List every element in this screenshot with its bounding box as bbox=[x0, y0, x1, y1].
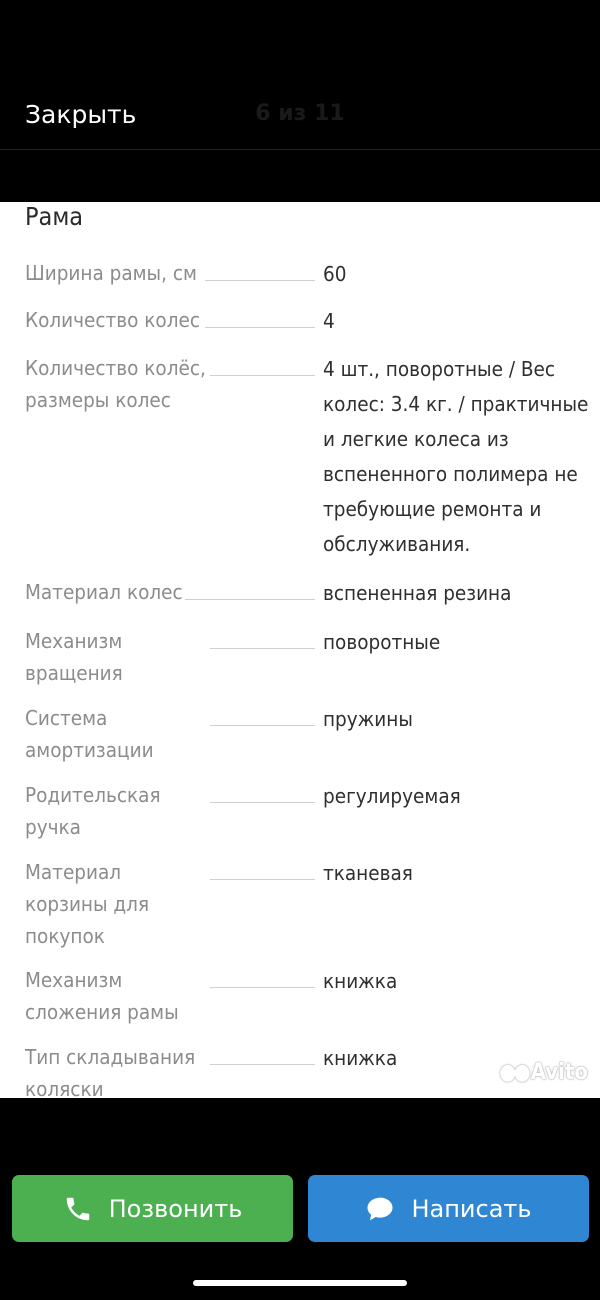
write-button[interactable] bbox=[308, 1175, 589, 1242]
leader-line bbox=[210, 1064, 315, 1065]
leader-line bbox=[185, 599, 315, 600]
call-button[interactable] bbox=[12, 1175, 293, 1242]
avito-logo-icon: ●● bbox=[499, 1060, 528, 1085]
header-divider bbox=[0, 149, 600, 150]
spec-value: вспененная резина bbox=[323, 581, 512, 605]
spec-value: пружины bbox=[323, 707, 413, 731]
spec-label: Материал колес bbox=[25, 580, 183, 604]
avito-watermark bbox=[499, 1060, 588, 1085]
spec-label: Количество колёс, размеры колес bbox=[25, 356, 206, 412]
spec-value: книжка bbox=[323, 969, 398, 993]
leader-line bbox=[210, 987, 315, 988]
leader-line bbox=[210, 879, 315, 880]
leader-line bbox=[205, 280, 315, 281]
spec-label: Количество колес bbox=[25, 308, 200, 332]
leader-line bbox=[210, 648, 315, 649]
call-button-label: Позвонить bbox=[108, 1194, 243, 1223]
spec-label: Материал корзины для покупок bbox=[25, 860, 150, 948]
watermark-text: Avito bbox=[530, 1060, 588, 1085]
spec-label: Механизм вращения bbox=[25, 629, 123, 685]
home-indicator[interactable] bbox=[193, 1280, 407, 1286]
spec-value: 4 bbox=[323, 309, 335, 333]
leader-line bbox=[210, 802, 315, 803]
spec-label: Ширина рамы, см bbox=[25, 261, 197, 285]
close-button[interactable]: Закрыть bbox=[25, 100, 137, 129]
spec-value: поворотные bbox=[323, 630, 441, 654]
section-title: Рама bbox=[25, 202, 84, 231]
spec-value: книжка bbox=[323, 1046, 398, 1070]
leader-line bbox=[210, 375, 315, 376]
spec-label: Механизм сложения рамы bbox=[25, 968, 179, 1024]
spec-value: 60 bbox=[323, 262, 347, 286]
spec-label: Тип складывания коляски bbox=[25, 1045, 196, 1098]
spec-value: регулируемая bbox=[323, 784, 461, 808]
image-counter: 6 из 11 bbox=[255, 101, 345, 126]
leader-line bbox=[205, 327, 315, 328]
spec-value: 4 шт., поворотные / Вес колес: 3.4 кг. / практичные и легкие колеса из вспененного полимера не требующие ремонта и обслуживания. bbox=[323, 357, 589, 556]
spec-label: Система амортизации bbox=[25, 706, 154, 762]
phone-icon bbox=[63, 1194, 93, 1224]
viewer-header bbox=[0, 0, 600, 150]
leader-line bbox=[210, 725, 315, 726]
listing-photo[interactable] bbox=[0, 202, 600, 1098]
chat-bubble-icon bbox=[365, 1194, 395, 1224]
spec-label: Родительская ручка bbox=[25, 783, 161, 839]
spec-value: тканевая bbox=[323, 861, 413, 885]
write-button-label: Написать bbox=[411, 1194, 532, 1223]
